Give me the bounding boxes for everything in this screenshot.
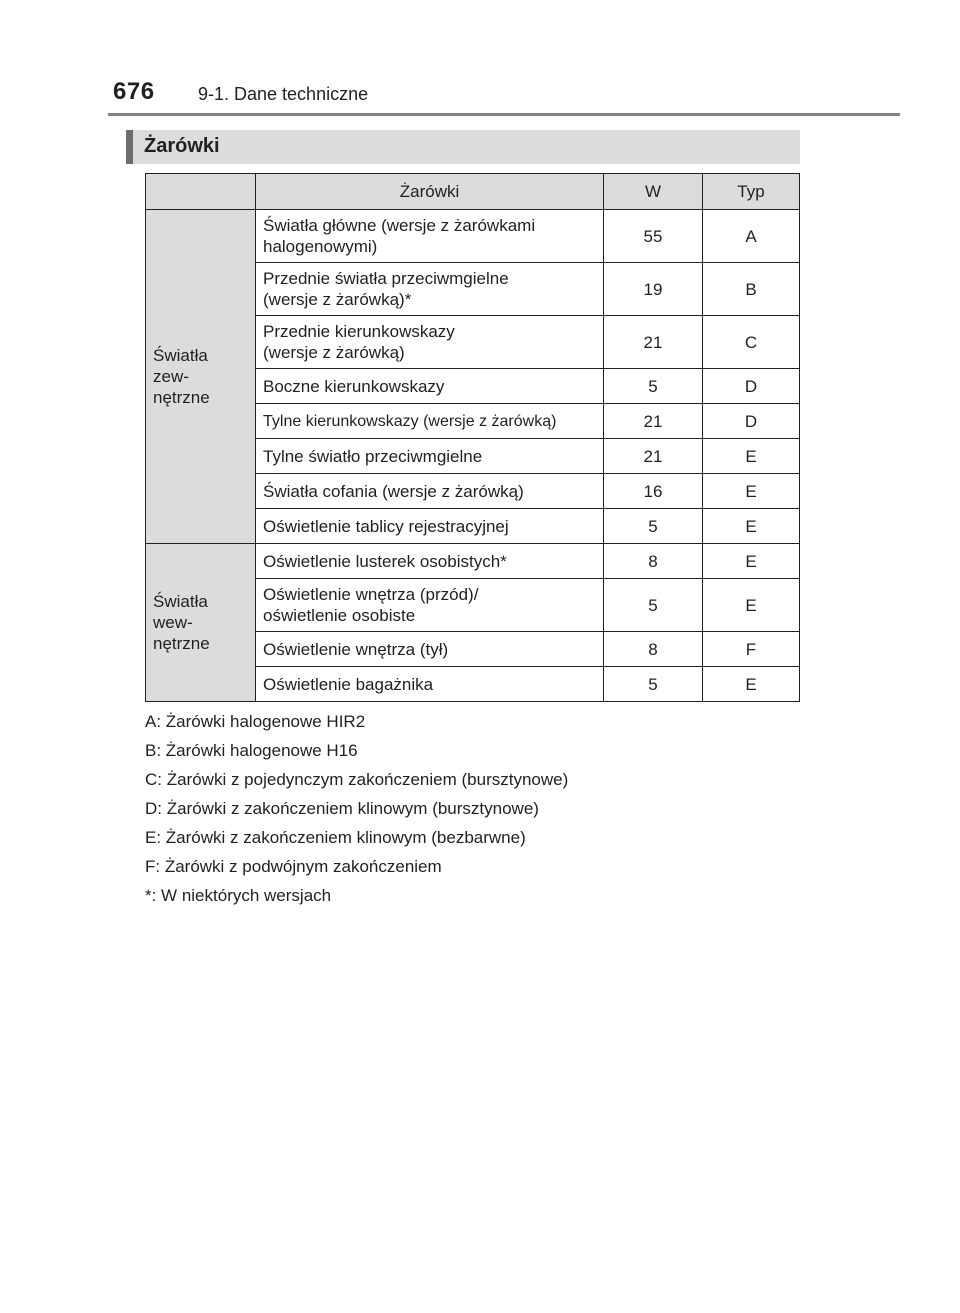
bulb-wattage: 5 [604, 667, 703, 702]
group-interior-lights [146, 544, 256, 702]
bulb-wattage: 55 [604, 210, 703, 263]
bulb-name-text: Światła główne (wersje z żarówkami halogenowymi) [263, 216, 536, 256]
bulb-name: Oświetlenie tablicy rejestracyjnej [256, 509, 604, 544]
header-type: Typ [703, 174, 800, 210]
group-exterior-lights [146, 210, 256, 544]
bulb-type: E [703, 439, 800, 474]
header-wattage: W [604, 174, 703, 210]
header-divider [108, 113, 900, 116]
note-line: D: Żarówki z zakończeniem klinowym (bursztynowe) [145, 799, 539, 818]
bulb-type: F [703, 632, 800, 667]
table-row [146, 210, 800, 263]
group-label: Światła zew- nętrzne [153, 346, 210, 407]
bulb-name: Oświetlenie lusterek osobistych* [256, 544, 604, 579]
bulb-name: Światła cofania (wersje z żarówką) [256, 474, 604, 509]
bulb-wattage: 5 [604, 509, 703, 544]
bulb-table [145, 173, 800, 702]
bulb-name [256, 316, 604, 369]
bulb-name-text: Oświetlenie wnętrza (przód)/ oświetlenie osobiste [263, 585, 479, 625]
bulb-type: C [703, 316, 800, 369]
section-heading-bar [126, 130, 800, 164]
bulb-wattage: 8 [604, 544, 703, 579]
bulb-wattage: 21 [604, 404, 703, 439]
note-line: B: Żarówki halogenowe H16 [145, 741, 358, 760]
note-line: C: Żarówki z pojedynczym zakończeniem (bursztynowe) [145, 770, 569, 789]
bulb-name: Oświetlenie bagażnika [256, 667, 604, 702]
section-title: Żarówki [144, 135, 220, 157]
note-line: A: Żarówki halogenowe HIR2 [145, 712, 366, 731]
bulb-type: D [703, 369, 800, 404]
page-number: 676 [113, 78, 155, 105]
bulb-name [256, 210, 604, 263]
bulb-wattage: 21 [604, 439, 703, 474]
bulb-name-text: Przednie kierunkowskazy (wersje z żarówką) [263, 322, 455, 362]
bulb-wattage: 5 [604, 579, 703, 632]
bulb-type: D [703, 404, 800, 439]
bulb-wattage: 8 [604, 632, 703, 667]
group-label: Światła wew- nętrzne [153, 592, 210, 653]
note-line: F: Żarówki z podwójnym zakończeniem [145, 857, 442, 876]
bulb-type: E [703, 509, 800, 544]
bulb-wattage: 5 [604, 369, 703, 404]
bulb-type: A [703, 210, 800, 263]
bulb-type: E [703, 579, 800, 632]
bulb-name [256, 579, 604, 632]
header-group-cell [146, 174, 256, 210]
bulb-name: Boczne kierunkowskazy [256, 369, 604, 404]
bulb-type: B [703, 263, 800, 316]
bulb-wattage: 19 [604, 263, 703, 316]
note-line: E: Żarówki z zakończeniem klinowym (bezbarwne) [145, 828, 526, 847]
bulb-name-text: Przednie światła przeciwmgielne (wersje z żarówką)* [263, 269, 509, 309]
bulb-wattage: 21 [604, 316, 703, 369]
legend-notes [145, 707, 568, 910]
bulb-type: E [703, 474, 800, 509]
header-bulb-name: Żarówki [256, 174, 604, 210]
bulb-name: Tylne światło przeciwmgielne [256, 439, 604, 474]
bulb-name: Oświetlenie wnętrza (tył) [256, 632, 604, 667]
bulb-name [256, 263, 604, 316]
note-line: *: W niektórych wersjach [145, 886, 332, 905]
bulb-wattage: 16 [604, 474, 703, 509]
bulb-type: E [703, 667, 800, 702]
table-header-row [146, 174, 800, 210]
bulb-name: Tylne kierunkowskazy (wersje z żarówką) [256, 404, 604, 439]
table-row [146, 544, 800, 579]
bulb-type: E [703, 544, 800, 579]
chapter-title: 9-1. Dane techniczne [198, 84, 369, 104]
